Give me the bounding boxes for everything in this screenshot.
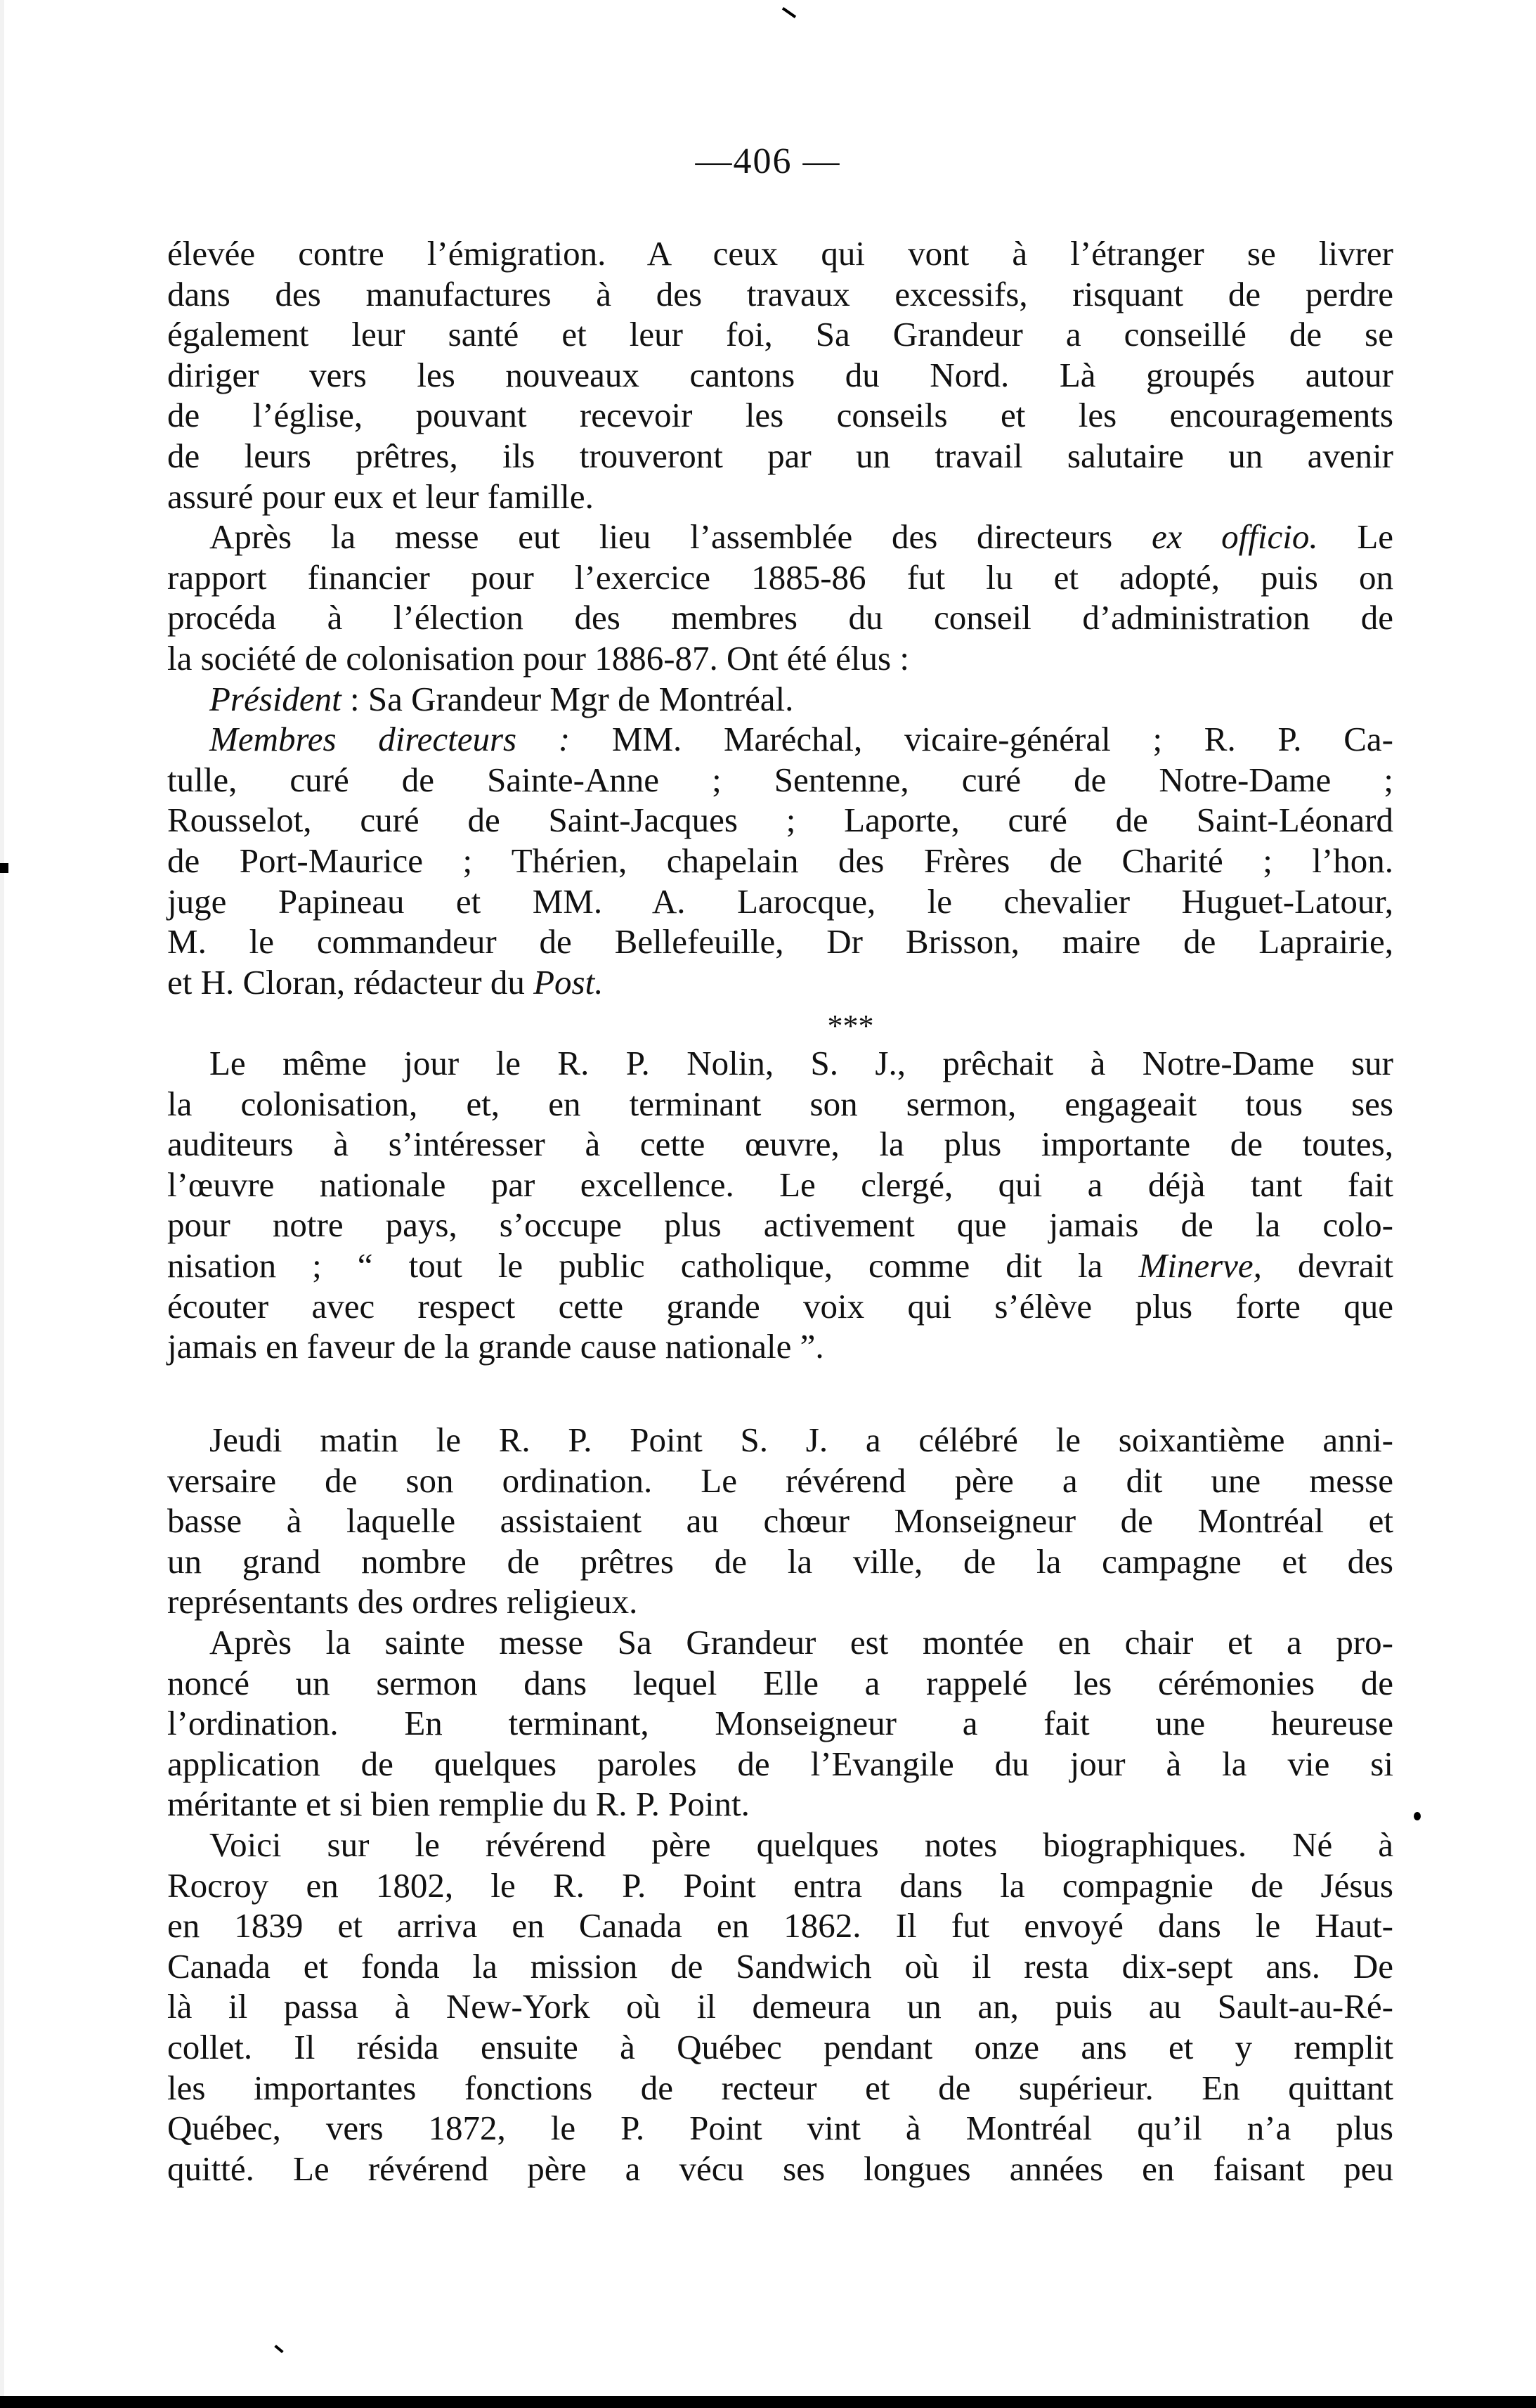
text-line: l’ordination. En terminant, Monseigneur a fait une heureuse	[167, 1704, 1393, 1743]
text-run: nisation ; “ tout le public catholique, comme dit la	[167, 1245, 1139, 1285]
text-line: la société de colonisation pour 1886-87. Ont été élus :	[167, 638, 909, 678]
italic-text: Post.	[533, 962, 604, 1002]
scan-speck	[1414, 1812, 1421, 1820]
text-block-anniversary	[167, 1420, 1393, 2189]
italic-text: Minerve,	[1138, 1245, 1262, 1285]
text-line: noncé un sermon dans lequel Elle a rappelé les cérémonies de	[167, 1663, 1393, 1702]
text-line: également leur santé et leur foi, Sa Grandeur a conseillé de se	[167, 315, 1393, 354]
asterism-block	[167, 1009, 1393, 1043]
text-line: tulle, curé de Sainte-Anne ; Sentenne, curé de Notre-Dame ;	[167, 760, 1393, 799]
text-line: dans des manufactures à des travaux excessifs, risquant de perdre	[167, 274, 1393, 313]
text-line: élevée contre l’émigration. A ceux qui vont à l’étranger se livrer	[167, 234, 1393, 273]
paragraph-emigration	[167, 233, 1393, 517]
text-line: Le même jour le R. P. Nolin, S. J., prêchait à Notre-Dame sur	[209, 1044, 1393, 1082]
text-line: écouter avec respect cette grande voix qui s’élève plus forte que	[167, 1286, 1393, 1326]
text-line: représentants des ordres religieux.	[167, 1582, 638, 1621]
text-line: pour notre pays, s’occupe plus activement que jamais de la colo-	[167, 1205, 1393, 1245]
text-line: diriger vers les nouveaux cantons du Nord. Là groupés autour	[167, 355, 1393, 394]
text-line: l’œuvre nationale par excellence. Le clergé, qui a déjà tant fait	[167, 1165, 1393, 1204]
text-line: auditeurs à s’intéresser à cette œuvre, la plus importante de toutes,	[167, 1125, 1393, 1164]
paragraph-mass	[167, 1622, 1393, 1825]
text-line: les importantes fonctions de recteur et de supérieur. En quittant	[167, 2068, 1393, 2107]
text-line	[167, 1245, 1393, 1286]
text-line: de leurs prêtres, ils trouveront par un travail salutaire un avenir	[167, 436, 1393, 475]
text-run: MM. Maréchal, vicaire-général ; R. P. Ca-	[570, 720, 1393, 759]
text-line: basse à laquelle assistaient au chœur Monseigneur de Montréal et	[167, 1501, 1393, 1541]
paragraph-anniversary	[167, 1420, 1393, 1622]
text-run: et H. Cloran, rédacteur du	[167, 962, 534, 1002]
text-line: là il passa à New-York où il demeura un an, puis au Sault-au-Ré-	[167, 1987, 1393, 2026]
text-block-sermon	[167, 1043, 1393, 1367]
text-line: Jeudi matin le R. P. Point S. J. a célébré le soixantième anni-	[209, 1420, 1393, 1459]
scan-speck	[274, 2345, 283, 2353]
text-line: de Port-Maurice ; Thérien, chapelain des Frères de Charité ; l’hon.	[167, 841, 1393, 880]
asterism: ***	[827, 1009, 874, 1043]
text-line: collet. Il résida ensuite à Québec pendant onze ans et y remplit	[167, 2027, 1393, 2066]
scan-bottom-edge	[0, 2396, 1536, 2408]
text-line	[167, 962, 1393, 1003]
text-line: assuré pour eux et leur famille.	[167, 477, 594, 516]
text-run: devrait	[1261, 1245, 1393, 1285]
text-line: Rocroy en 1802, le R. P. Point entra dans la compagnie de Jésus	[167, 1865, 1393, 1905]
text-run: : Sa Grandeur Mgr de Montréal.	[341, 679, 794, 718]
text-line	[167, 517, 1393, 557]
text-line: rapport financier pour l’exercice 1885-86 fut lu et adopté, puis on	[167, 557, 1393, 597]
text-line: méritante et si bien remplie du R. P. Point.	[167, 1785, 750, 1824]
page-number: —406 —	[695, 141, 841, 181]
text-run: Après la messe eut lieu l’assemblée des directeurs	[209, 517, 1152, 557]
text-line: juge Papineau et MM. A. Larocque, le chevalier Huguet-Latour,	[167, 881, 1393, 921]
text-line: Québec, vers 1872, le P. Point vint à Montréal qu’il n’a plus	[167, 2109, 1393, 2148]
text-block-top	[167, 233, 1393, 1002]
text-line	[167, 679, 1393, 720]
italic-label: Président	[209, 679, 341, 718]
text-run: Le	[1317, 517, 1393, 557]
president-line	[167, 679, 1393, 720]
scan-speck	[0, 863, 8, 873]
text-line: la colonisation, et, en terminant son sermon, engageait tous ses	[167, 1084, 1393, 1123]
text-line: Voici sur le révérend père quelques notes biographiques. Né à	[209, 1825, 1393, 1864]
text-line: Canada et fonda la mission de Sandwich où il resta dix-sept ans. De	[167, 1946, 1393, 1986]
paragraph-biography	[167, 1825, 1393, 2189]
text-line: un grand nombre de prêtres de la ville, de la campagne et des	[167, 1541, 1393, 1581]
text-line	[167, 719, 1393, 760]
text-line: application de quelques paroles de l’Evangile du jour à la vie si	[167, 1744, 1393, 1783]
text-line: procéda à l’élection des membres du conseil d’administration de	[167, 598, 1393, 637]
text-line: M. le commandeur de Bellefeuille, Dr Brisson, maire de Laprairie,	[167, 922, 1393, 962]
text-line: en 1839 et arriva en Canada en 1862. Il fut envoyé dans le Haut-	[167, 1906, 1393, 1946]
scan-left-edge	[0, 0, 4, 2408]
text-line: quitté. Le révérend père a vécu ses longues années en faisant peu	[167, 2149, 1393, 2188]
text-line: Après la sainte messe Sa Grandeur est montée en chair et a pro-	[209, 1622, 1393, 1662]
text-line: de l’église, pouvant recevoir les conseils et les encouragements	[167, 396, 1393, 435]
italic-text: ex officio.	[1151, 517, 1318, 557]
members-list	[167, 719, 1393, 1002]
italic-label: Membres directeurs :	[209, 720, 571, 759]
scan-speck	[782, 7, 796, 18]
text-line: Rousselot, curé de Saint-Jacques ; Laporte, curé de Saint-Léonard	[167, 801, 1393, 840]
text-line: versaire de son ordination. Le révérend père a dit une messe	[167, 1461, 1393, 1500]
paragraph-assembly	[167, 517, 1393, 678]
paragraph-sermon	[167, 1043, 1393, 1367]
text-line: jamais en faveur de la grande cause nationale ”.	[167, 1327, 824, 1366]
